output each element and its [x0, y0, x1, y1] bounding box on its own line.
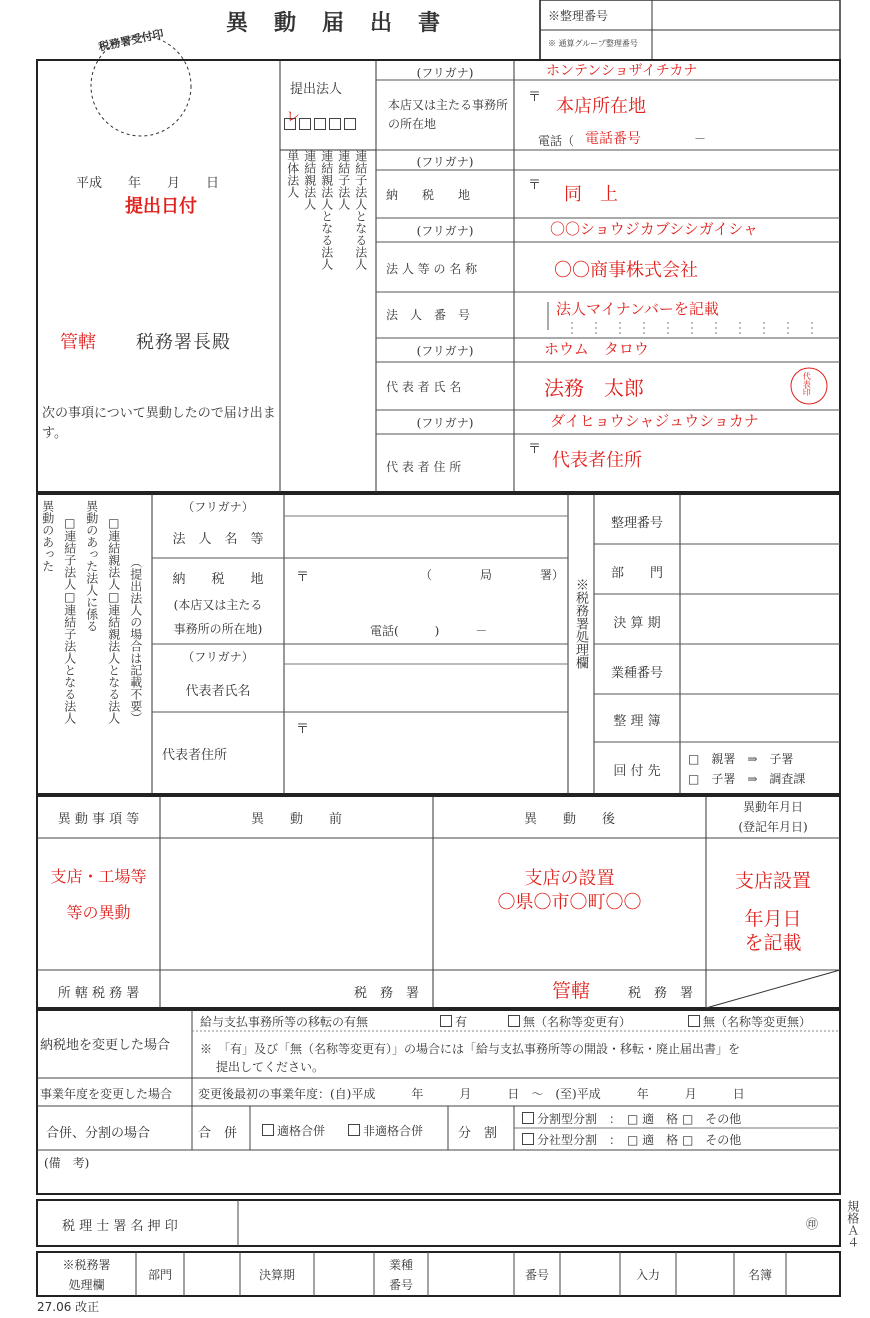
kaifu-1[interactable]: □ 親署 ⇒ 子署 — [688, 752, 794, 766]
honten-value[interactable]: 本店所在地 — [556, 96, 646, 117]
honten-postal: 〒 — [528, 90, 542, 105]
middle-houjin-mei: 法 人 名 等 — [172, 532, 264, 547]
rep-value[interactable]: 法務 太郎 — [544, 376, 644, 400]
change-date-1[interactable]: 支店設置 — [734, 870, 811, 892]
middle-side-col4: □連結親法人□連結親法人となる法人 — [106, 516, 121, 724]
furigana-label-2: (フリガナ) — [416, 155, 474, 169]
middle-side-col3: 異動のあった法人に係る — [84, 500, 99, 632]
name-label: 法 人 等 の 名 称 — [386, 262, 478, 276]
revision-label: 27.06 改正 — [37, 1300, 100, 1314]
nozeichi-value[interactable]: 同 上 — [564, 184, 618, 205]
zeirishi-seal: ㊞ — [806, 1217, 819, 1231]
gappei-text: 合 併 — [198, 1126, 238, 1141]
nendo-label: 事業年度を変更した場合 — [40, 1087, 173, 1101]
proc-gyoshu-1: 業種 — [388, 1258, 413, 1272]
proc-label-1: ※税務署 — [62, 1258, 111, 1272]
change-after-1[interactable]: 支店の設置 — [524, 868, 615, 889]
proc-gyoshu-2: 番号 — [388, 1278, 413, 1292]
right-row-6: 回 付 先 — [613, 764, 661, 779]
note-line-2: 提出してください。 — [216, 1060, 325, 1074]
gappei-label: 合併、分割の場合 — [46, 1126, 151, 1141]
middle-rep-addr: 代表者住所 — [162, 748, 228, 763]
bunkatsu-1[interactable]: 分割型分割 ： □ 適 格 □ その他 — [522, 1110, 741, 1127]
furigana-label-4: (フリガナ) — [416, 344, 474, 358]
proc-kessanki: 決算期 — [258, 1268, 295, 1282]
nendo-text[interactable]: 変更後最初の事業年度：(自)平成 年 月 日 ～ (至)平成 年 月 日 — [198, 1087, 745, 1101]
check-boxes[interactable] — [284, 118, 359, 132]
right-row-3: 決 算 期 — [613, 616, 661, 631]
change-h-item: 異 動 事 項 等 — [57, 812, 140, 827]
group-number-label: ※ 通算グループ整理番号 — [548, 39, 638, 48]
furigana-label-1: (フリガナ) — [416, 66, 474, 80]
middle-rep-name: 代表者氏名 — [185, 684, 251, 699]
date-value[interactable]: 提出日付 — [125, 196, 197, 217]
middle-postal-1: 〒 — [296, 570, 310, 585]
proc-meibo: 名簿 — [747, 1268, 772, 1282]
kikaku-label: 規格Ａ４ — [845, 1200, 860, 1248]
middle-postal-2: 〒 — [296, 722, 310, 737]
tax-office-label: 税務署長殿 — [136, 332, 231, 353]
check-label-2: 連結子法人 — [336, 150, 351, 210]
addr-furigana[interactable]: ダイヒョウシャジュウショカナ — [550, 412, 759, 430]
right-row-5: 整 理 簿 — [613, 714, 661, 729]
addr-label: 代 表 者 住 所 — [386, 460, 462, 474]
zeirishi-label: 税 理 士 署 名 押 印 — [62, 1219, 178, 1234]
tekikaku-option[interactable]: 適格合併 — [262, 1122, 325, 1139]
middle-shori-label: ※税務署処理欄 — [572, 578, 588, 669]
check-label-3: 連結親法人となる法人 — [319, 150, 334, 270]
zeimusho-2: 税 務 署 — [628, 986, 694, 1001]
proc-bumon: 部門 — [147, 1268, 172, 1282]
change-date-3[interactable]: を記載 — [744, 932, 802, 954]
hitekikaku-option[interactable]: 非適格合併 — [348, 1122, 423, 1139]
middle-tel: 電話( ) － — [370, 624, 488, 638]
middle-kyoku: （ 局 署） — [420, 568, 565, 582]
middle-furigana-1: （フリガナ） — [182, 500, 254, 514]
middle-side-col5: （提出法人の場合は記載不要） — [128, 556, 143, 724]
form-title: 異 動 届 出 書 — [226, 10, 443, 36]
rep-furigana[interactable]: ホウム タロウ — [544, 340, 649, 358]
change-item-2[interactable]: 等の異動 — [66, 903, 131, 922]
zeimusho-1: 税 務 署 — [354, 986, 420, 1001]
bunkatsu-2[interactable]: 分社型分割 ： □ 適 格 □ その他 — [522, 1131, 741, 1148]
nozeichi-postal: 〒 — [528, 178, 542, 193]
opt-no-unchanged[interactable]: 無（名称等変更無） — [688, 1013, 811, 1030]
kaifu-2[interactable]: □ 子署 ⇒ 調査課 — [688, 772, 806, 786]
middle-nozeichi-sub1: (本店又は主たる — [173, 598, 263, 612]
number-value[interactable]: 法人マイナンバーを記載 — [556, 300, 719, 318]
opt-no-changed[interactable]: 無（名称等変更有） — [508, 1013, 631, 1030]
nozei-label: 納税地を変更した場合 — [40, 1038, 171, 1053]
name-furigana[interactable]: 〇〇ショウジカブシシガイシャ — [550, 220, 758, 238]
right-row-2: 部 門 — [610, 566, 663, 581]
tel-label: 電話（ — [538, 134, 575, 148]
addr-postal: 〒 — [528, 442, 542, 457]
notice-text: 次の事項について異動したので届け出ます。 — [42, 406, 276, 441]
honten-furigana[interactable]: ホンテンショザイチカナ — [546, 63, 698, 79]
check-label-1: 連結子法人となる法人 — [353, 150, 368, 270]
honten-label: 本店又は主たる事務所の所在地 — [388, 98, 509, 132]
stamp-label: 税務署受付印 — [97, 27, 165, 54]
check-label-5: 単体法人 — [285, 150, 300, 198]
middle-side-col2: □連結子法人□連結子法人となる法人 — [62, 516, 77, 724]
furigana-label-5: (フリガナ) — [416, 416, 474, 430]
rep-label: 代 表 者 氏 名 — [386, 380, 462, 394]
tel-value[interactable]: 電話番号 — [585, 131, 641, 147]
tax-office-value[interactable]: 管轄 — [60, 332, 96, 353]
biko-label: (備 考) — [44, 1156, 90, 1170]
check-label-4: 連結親法人 — [302, 150, 317, 210]
proc-bango: 番号 — [524, 1268, 549, 1282]
date-label: 平成 年 月 日 — [76, 176, 220, 191]
change-after-2[interactable]: 〇県〇市〇町〇〇 — [497, 892, 642, 913]
shokatsu-value[interactable]: 管轄 — [552, 980, 591, 1002]
teishutsu-houjin-label: 提出法人 — [290, 82, 343, 97]
change-h-date1: 異動年月日 — [742, 800, 803, 814]
seiri-number-label: ※整理番号 — [548, 9, 609, 23]
kyuyo-label: 給与支払事務所等の移転の有無 — [200, 1015, 369, 1029]
middle-nozeichi-sub2: 事務所の所在地) — [173, 622, 263, 636]
change-h-after: 異 動 後 — [523, 812, 615, 827]
nozeichi-label: 納 税 地 — [386, 188, 471, 202]
middle-side-label: 異動のあった — [40, 500, 55, 572]
number-label: 法 人 番 号 — [386, 308, 471, 322]
proc-label-2: 処理欄 — [68, 1278, 105, 1292]
check-mark: レ — [286, 109, 300, 125]
seiri-number-field[interactable] — [654, 2, 838, 28]
change-h-date2: (登記年月日) — [738, 820, 808, 834]
right-row-1: 整理番号 — [610, 516, 663, 531]
shokatsu-label: 所 轄 税 務 署 — [57, 986, 140, 1001]
name-value[interactable]: 〇〇商事株式会社 — [554, 260, 698, 281]
change-item-1[interactable]: 支店・工場等 — [50, 867, 147, 886]
bunkatsu-label: 分 割 — [458, 1126, 498, 1141]
middle-furigana-2: （フリガナ） — [182, 650, 254, 664]
opt-yes[interactable]: 有 — [440, 1013, 467, 1030]
seal-mark: 代表印 — [802, 372, 812, 396]
addr-value[interactable]: 代表者住所 — [552, 450, 642, 471]
tel-dash: － — [694, 132, 707, 146]
furigana-label-3: (フリガナ) — [416, 224, 474, 238]
change-date-2[interactable]: 年月日 — [744, 908, 802, 930]
note-line-1: ※ 「有」及び「無（名称等変更有）」の場合には「給与支払事務所等の開設・移転・廃止届出書」を — [200, 1042, 741, 1056]
right-row-4: 業種番号 — [610, 666, 663, 681]
middle-nozeichi: 納 税 地 — [172, 572, 264, 587]
change-h-before: 異 動 前 — [250, 812, 342, 827]
proc-nyuryoku: 入力 — [635, 1268, 660, 1282]
